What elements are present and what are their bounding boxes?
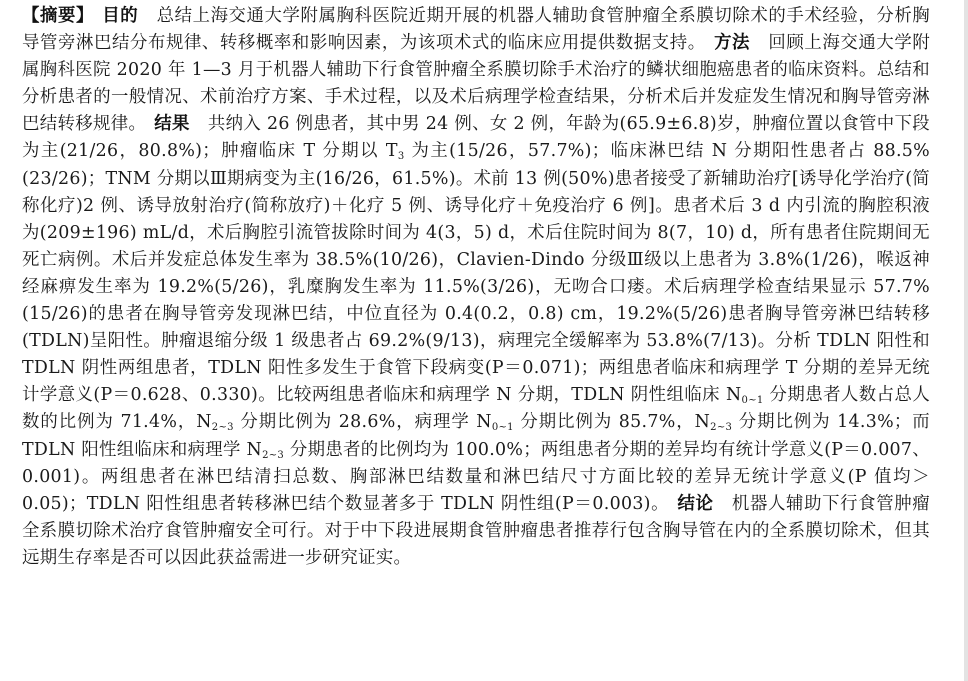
results-text-1: 共纳入 26 例患者，其中男 24 例、女 2 例，年龄为(65.9±6.8)岁，肿瘤位置以食管中下段为主(21/26，80.8%)；肿瘤临床 T 分期以 T — [22, 114, 930, 162]
results-sub-3: 2~3 — [211, 422, 234, 434]
results-text-7: 分期患者的比例均为 100.0%；两组患者分期的差异均有统计学意义(P＝0.007、0.001)。两组患者在淋巴结清扫总数、胸部淋巴结数量和淋巴结尺寸方面比较的差异无统计学意义(P 值均＞0.05)；TDLN 阳性组患者转移淋巴结个数显著多于 TDLN 阴性组(P＝0.003)。 — [22, 439, 930, 514]
results-text-6: 分期比例为 14.3%；而 TDLN 阳性组临床和病理学 N — [22, 412, 930, 460]
results-sub-4: 0~1 — [491, 422, 514, 434]
conclusion-text: 机器人辅助下行食管肿瘤全系膜切除术治疗食管肿瘤安全可行。对于中下段进展期食管肿瘤患者推荐行包含胸导管在内的全系膜切除术，但其远期生存率是否可以因此获益需进一步研究证实。 — [22, 493, 930, 568]
heading-method: 方法 — [713, 33, 751, 54]
heading-results: 结果 — [154, 114, 190, 135]
results-text-4: 分期比例为 28.6%，病理学 N — [233, 412, 492, 433]
results-sub-2: 0~1 — [741, 395, 764, 407]
method-text: 回顾上海交通大学附属胸科医院 2020 年 1—3 月于机器人辅助下行食管肿瘤全系膜切除手术治疗的鳞状细胞癌患者的临床资料。总结和分析患者的一般情况、术前治疗方案、手术过程，以及术后病理学检查结果，分析术后并发症发生情况和胸导管旁淋巴结转移规律。 — [22, 33, 931, 135]
abstract-label: 【摘要】 — [22, 6, 94, 26]
abstract-paragraph — [22, 3, 930, 572]
results-sub-5: 2~3 — [710, 422, 733, 434]
results-sub-6: 2~3 — [262, 449, 285, 461]
results-text-2: 为主(15/26，57.7%)；临床淋巴结 N 分期阳性患者占 88.5%(23/26)；TNM 分期以Ⅲ期病变为主(16/26，61.5%)。术前 13 例(50%)患者接受了新辅助治疗[诱导化学治疗(简称化疗)2 例、诱导放射治疗(简称放疗)＋化疗 5 例、诱导化疗＋免疫治疗 6 例]。患者术后 3 d 内引流的胸腔积液为(209±196) mL/d，术后胸腔引流管拔除时间为 4(3，5) d，术后住院时间为 8(7，10) d，所有患者住院期间无死亡病例。术后并发症总体发生率为 38.5%(10/26)，Clavien-Dindo 分级Ⅲ级以上患者为 3.8%(1/26)，喉返神经麻痹发生率为 19.2%(5/26)，乳糜胸发生率为 11.5%(3/26)，无吻合口瘘。术后病理学检查结果显示 57.7%(15/26)的患者在胸导管旁发现淋巴结，中位直径为 0.4(0.2，0.8) cm，19.2%(5/26)患者胸导管旁淋巴结转移(TDLN)呈阳性。肿瘤退缩分级 1 级患者占 69.2%(9/13)，病理完全缓解率为 53.8%(7/13)。分析 TDLN 阳性和 TDLN 阴性两组患者，TDLN 阳性多发生于食管下段病变(P＝0.071)；两组患者临床和病理学 T 分期的差异无统计学意义(P＝0.628、0.330)。比较两组患者临床和病理学 N 分期，TDLN 阴性组临床 N — [22, 141, 930, 406]
heading-conclusion: 结论 — [677, 493, 714, 514]
results-text-5: 分期比例为 85.7%，N — [513, 412, 711, 433]
purpose-text: 总结上海交通大学附属胸科医院近期开展的机器人辅助食管肿瘤全系膜切除术的手术经验，分析胸导管旁淋巴结分布规律、转移概率和影响因素，为该项术式的临床应用提供数据支持。 — [22, 6, 931, 54]
heading-purpose: 目的 — [101, 6, 139, 26]
scrollbar-edge[interactable] — [964, 0, 968, 681]
results-sub-1: 3 — [397, 151, 405, 163]
results-text-3: 分期患者人数占总人数的比例为 71.4%，N — [22, 385, 931, 433]
